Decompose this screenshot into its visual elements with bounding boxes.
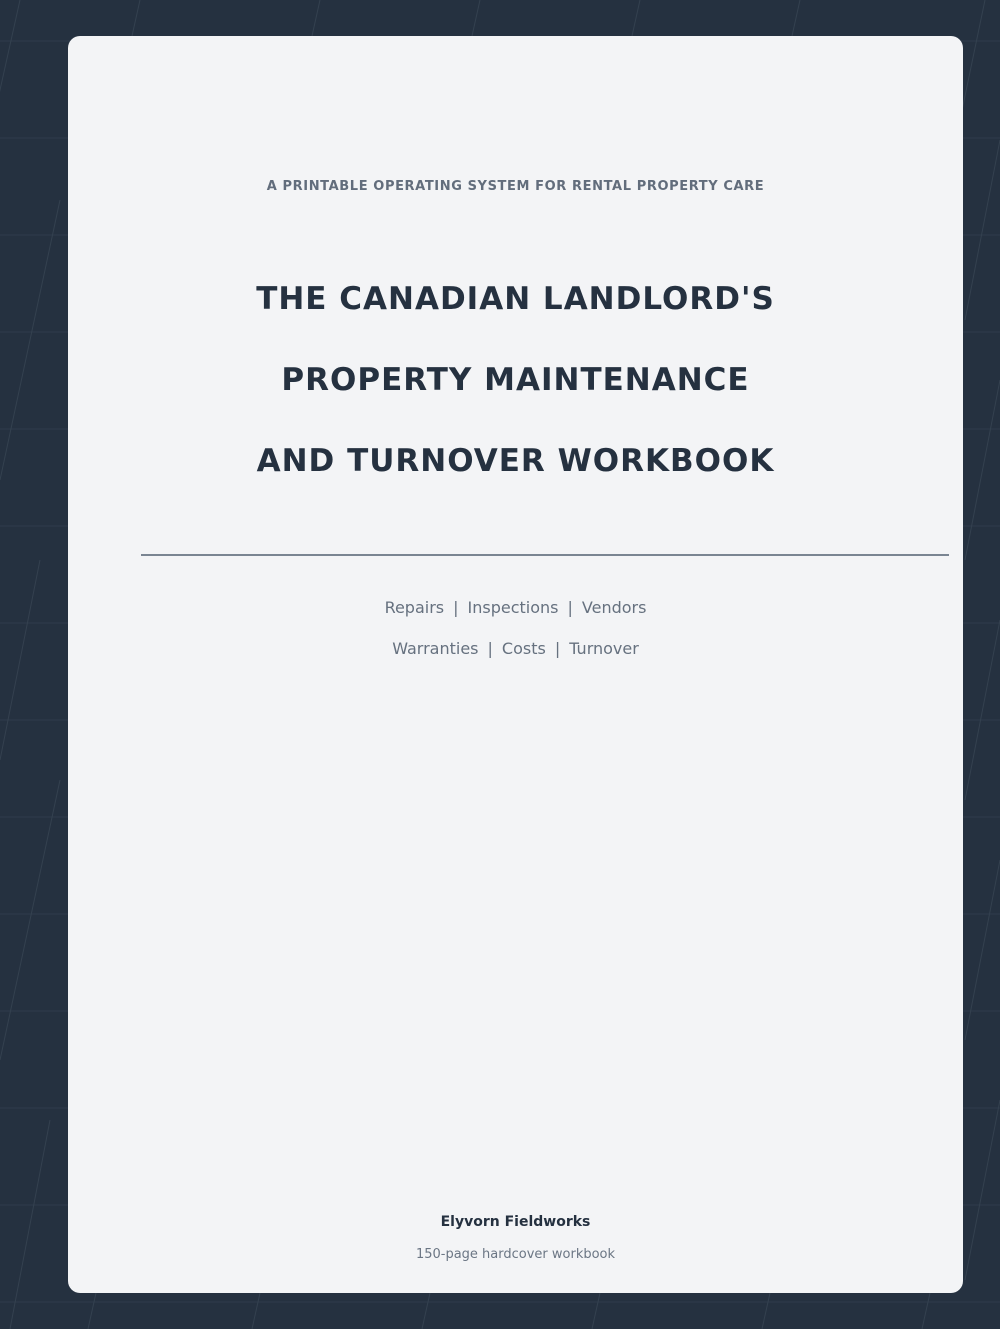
topic-inspections: Inspections <box>467 598 559 617</box>
cover-tagline: A PRINTABLE OPERATING SYSTEM FOR RENTAL PROPERTY CARE <box>266 179 765 194</box>
topic-vendors: Vendors <box>581 598 647 617</box>
topic-turnover: Turnover <box>569 639 639 658</box>
topic-separator: | <box>567 598 573 617</box>
publisher-name: Elyvorn Fieldworks <box>440 1214 591 1230</box>
topics-row-2 <box>68 639 963 658</box>
title-divider <box>141 554 949 556</box>
topic-separator: | <box>453 598 459 617</box>
title-line-1: THE CANADIAN LANDLORD'S <box>256 281 775 317</box>
topic-warranties: Warranties <box>392 639 479 658</box>
book-format: 150-page hardcover workbook <box>415 1247 616 1262</box>
title-line-2: PROPERTY MAINTENANCE <box>281 362 750 398</box>
topic-separator: | <box>487 639 493 658</box>
topics-row-1 <box>68 598 963 617</box>
topic-separator: | <box>554 639 561 658</box>
topic-costs: Costs <box>501 639 546 658</box>
title-line-3: AND TURNOVER WORKBOOK <box>256 443 775 479</box>
book-cover <box>68 36 963 1293</box>
topic-repairs: Repairs <box>384 598 445 617</box>
